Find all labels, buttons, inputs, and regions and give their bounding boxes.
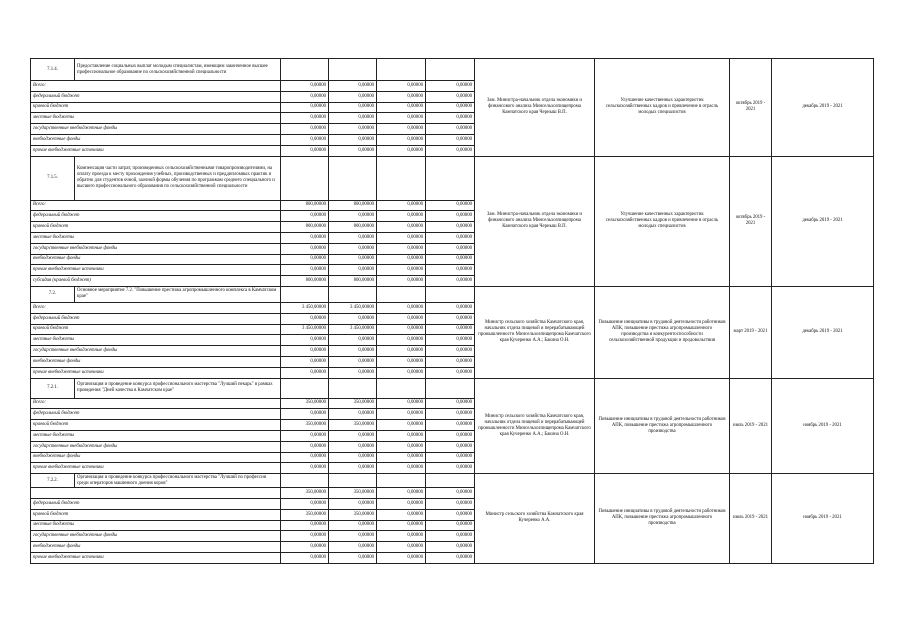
funding-amount: 0,00000 — [426, 81, 475, 92]
funding-amount: 0,00000 — [377, 398, 426, 409]
funding-amount: 0,00000 — [281, 102, 329, 113]
empty-cell — [329, 378, 377, 398]
funding-amount: 0,00000 — [377, 276, 426, 287]
responsible-executor: Министр сельского хозяйства Камчатского края, начальник отдела пищевой и перерабатывающей промышленности Минсельхозпищепрома Камчатского края Кучеренко А.А.; Бакина О.Н. — [475, 286, 595, 378]
funding-amount: 0,00000 — [377, 102, 426, 113]
activity-title-row — [31, 378, 874, 398]
start-date: июль 2019 - 2021 — [730, 378, 772, 474]
expected-result: Повышение инициативы в трудовой деятельности работников АПК, повышение престижа агропромышленного производства — [595, 474, 730, 564]
funding-source-label: местные бюджеты — [31, 520, 281, 531]
funding-source-label: внебюджетные фонды — [31, 134, 281, 145]
funding-amount: 0,00000 — [329, 134, 377, 145]
activity-title: Организация и проведение конкурса профессионального мастерства "Лучший по профессии среди операторов машинного доения коров" — [75, 474, 281, 488]
funding-amount: 350,00000 — [281, 398, 329, 409]
funding-amount: 0,00000 — [281, 335, 329, 346]
responsible-executor: Зам. Министра-начальник отдела экономики и финансового анализа Минсельхозпищепрома Камчатского края Черныш В.П. — [475, 156, 595, 286]
program-activities-table — [30, 58, 874, 564]
funding-amount: 800,00000 — [329, 222, 377, 233]
funding-amount: 0,00000 — [329, 498, 377, 509]
start-date: октябрь 2019 - 2021 — [730, 156, 772, 286]
funding-amount: 0,00000 — [377, 463, 426, 474]
funding-amount: 0,00000 — [377, 420, 426, 431]
funding-amount: 0,00000 — [426, 452, 475, 463]
funding-source-label: краевой бюджет — [31, 420, 281, 431]
expected-result: Повышение инициативы в трудовой деятельности работников АПК, повышение престижа агропромышленного производства — [595, 378, 730, 474]
funding-source-label — [31, 488, 281, 499]
funding-amount: 0,00000 — [377, 520, 426, 531]
funding-amount: 350,00000 — [281, 509, 329, 520]
funding-amount: 0,00000 — [281, 367, 329, 378]
end-date: ноябрь 2019 - 2021 — [772, 474, 874, 564]
funding-amount: 0,00000 — [329, 145, 377, 156]
activity-code: 7.2.2. — [31, 474, 75, 488]
funding-amount: 0,00000 — [281, 441, 329, 452]
activity-title: Предоставление социальных выплат молодым специалистам, имеющим законченное высшее профессиональное образование по сельскохозяйственной специальности — [75, 59, 281, 81]
funding-source-label: прочие внебюджетные источники — [31, 265, 281, 276]
funding-source-label: прочие внебюджетные источники — [31, 367, 281, 378]
funding-amount: 0,00000 — [377, 222, 426, 233]
funding-source-label: государственные внебюджетные фонды — [31, 346, 281, 357]
funding-amount: 350,00000 — [329, 509, 377, 520]
funding-amount: 0,00000 — [377, 232, 426, 243]
funding-amount: 0,00000 — [377, 211, 426, 222]
funding-amount: 0,00000 — [426, 265, 475, 276]
funding-amount: 0,00000 — [281, 265, 329, 276]
funding-amount: 800,00000 — [329, 200, 377, 211]
funding-amount: 3 450,00000 — [281, 302, 329, 313]
expected-result: Улучшение качественных характеристик сельскохозяйственных кадров и привлечение в отрасль молодых специалистов — [595, 156, 730, 286]
empty-cell — [426, 59, 475, 81]
funding-amount: 0,00000 — [377, 356, 426, 367]
funding-source-label: прочие внебюджетные источники — [31, 145, 281, 156]
funding-amount: 0,00000 — [426, 420, 475, 431]
activity-title: Основное мероприятие 7.2. "Повышение престижа агропромышленного комплекса в Камчатском крае" — [75, 286, 281, 302]
funding-amount: 0,00000 — [377, 488, 426, 499]
funding-amount: 0,00000 — [329, 441, 377, 452]
funding-amount: 0,00000 — [426, 509, 475, 520]
funding-amount: 0,00000 — [329, 430, 377, 441]
start-date: июль 2019 - 2021 — [730, 474, 772, 564]
funding-amount: 0,00000 — [377, 367, 426, 378]
funding-source-label: государственные внебюджетные фонды — [31, 531, 281, 542]
funding-amount: 0,00000 — [426, 542, 475, 553]
empty-cell — [426, 156, 475, 200]
funding-source-label: Всего: — [31, 81, 281, 92]
funding-source-label: федеральный бюджет — [31, 211, 281, 222]
empty-cell — [329, 156, 377, 200]
funding-amount: 0,00000 — [281, 124, 329, 135]
funding-amount: 0,00000 — [426, 367, 475, 378]
activity-code: 7.1.5. — [31, 156, 75, 200]
funding-source-label: местные бюджеты — [31, 113, 281, 124]
funding-amount: 0,00000 — [426, 488, 475, 499]
funding-amount: 0,00000 — [426, 91, 475, 102]
funding-amount: 0,00000 — [329, 102, 377, 113]
empty-cell — [329, 59, 377, 81]
funding-amount: 0,00000 — [426, 200, 475, 211]
funding-amount: 0,00000 — [329, 91, 377, 102]
funding-amount: 0,00000 — [377, 441, 426, 452]
funding-source-label: Всего: — [31, 200, 281, 211]
empty-cell — [426, 286, 475, 302]
start-date: октябрь 2019 - 2021 — [730, 59, 772, 157]
funding-amount: 0,00000 — [426, 211, 475, 222]
funding-amount: 0,00000 — [377, 265, 426, 276]
funding-amount: 0,00000 — [426, 463, 475, 474]
funding-amount: 0,00000 — [426, 254, 475, 265]
funding-amount: 0,00000 — [426, 398, 475, 409]
empty-cell — [377, 59, 426, 81]
funding-source-label: прочие внебюджетные источники — [31, 463, 281, 474]
funding-amount: 350,00000 — [329, 420, 377, 431]
funding-source-label: внебюджетные фонды — [31, 356, 281, 367]
funding-amount: 0,00000 — [377, 542, 426, 553]
empty-cell — [377, 378, 426, 398]
empty-cell — [377, 286, 426, 302]
empty-cell — [329, 474, 377, 488]
funding-amount: 3 450,00000 — [329, 324, 377, 335]
activity-code: 7.2.1. — [31, 378, 75, 398]
funding-amount: 0,00000 — [329, 452, 377, 463]
activity-title-row — [31, 286, 874, 302]
funding-amount: 0,00000 — [377, 313, 426, 324]
funding-source-label: государственные внебюджетные фонды — [31, 441, 281, 452]
funding-source-label: внебюджетные фонды — [31, 254, 281, 265]
empty-cell — [281, 59, 329, 81]
funding-amount: 0,00000 — [377, 509, 426, 520]
funding-amount: 800,00000 — [281, 222, 329, 233]
funding-source-label: субсидия (краевой бюджет) — [31, 276, 281, 287]
funding-amount: 0,00000 — [377, 346, 426, 357]
funding-amount: 0,00000 — [377, 552, 426, 563]
empty-cell — [281, 474, 329, 488]
empty-cell — [377, 156, 426, 200]
funding-amount: 0,00000 — [329, 124, 377, 135]
funding-source-label: краевой бюджет — [31, 509, 281, 520]
funding-amount: 0,00000 — [426, 102, 475, 113]
funding-source-label: краевой бюджет — [31, 324, 281, 335]
funding-amount: 0,00000 — [281, 232, 329, 243]
funding-source-label: федеральный бюджет — [31, 409, 281, 420]
funding-source-label: краевой бюджет — [31, 222, 281, 233]
funding-amount: 0,00000 — [329, 254, 377, 265]
funding-amount: 0,00000 — [426, 552, 475, 563]
activity-title-row — [31, 156, 874, 200]
funding-amount: 0,00000 — [281, 91, 329, 102]
funding-amount: 0,00000 — [329, 356, 377, 367]
funding-amount: 0,00000 — [426, 324, 475, 335]
funding-amount: 0,00000 — [377, 243, 426, 254]
funding-amount: 0,00000 — [377, 200, 426, 211]
empty-cell — [281, 378, 329, 398]
responsible-executor: Министр сельского хозяйства Камчатского края, начальник отдела пищевой и перерабатывающей промышленности Минсельхозпищепрома Камчатского края Кучеренко А.А.; Бакина О.Н. — [475, 378, 595, 474]
empty-cell — [426, 378, 475, 398]
end-date: декабрь 2019 - 2021 — [772, 59, 874, 157]
funding-source-label: краевой бюджет — [31, 102, 281, 113]
funding-amount: 350,00000 — [281, 488, 329, 499]
funding-amount: 0,00000 — [377, 145, 426, 156]
funding-amount: 0,00000 — [377, 113, 426, 124]
funding-source-label: федеральный бюджет — [31, 91, 281, 102]
funding-amount: 0,00000 — [329, 113, 377, 124]
funding-amount: 800,00000 — [281, 276, 329, 287]
empty-cell — [426, 474, 475, 488]
responsible-executor: Зам. Министра-начальник отдела экономики и финансового анализа Минсельхозпищепрома Камчатского края Черныш В.П. — [475, 59, 595, 157]
funding-source-label: внебюджетные фонды — [31, 452, 281, 463]
funding-amount: 0,00000 — [426, 335, 475, 346]
funding-source-label: внебюджетные фонды — [31, 542, 281, 553]
funding-amount: 0,00000 — [426, 441, 475, 452]
funding-amount: 0,00000 — [377, 498, 426, 509]
funding-amount: 0,00000 — [377, 452, 426, 463]
funding-amount: 0,00000 — [281, 520, 329, 531]
funding-amount: 0,00000 — [281, 463, 329, 474]
funding-amount: 0,00000 — [281, 145, 329, 156]
funding-amount: 3 450,00000 — [329, 302, 377, 313]
expected-result: Повышение инициативы в трудовой деятельности работников АПК, повышение престижа агропромышленного производства и конкурентоспособности сельскохозяйственной продукции и продовольствия — [595, 286, 730, 378]
funding-amount: 0,00000 — [426, 302, 475, 313]
funding-source-label: местные бюджеты — [31, 335, 281, 346]
funding-amount: 0,00000 — [329, 463, 377, 474]
empty-cell — [281, 156, 329, 200]
funding-amount: 0,00000 — [281, 409, 329, 420]
funding-source-label: Всего: — [31, 302, 281, 313]
funding-amount: 0,00000 — [329, 346, 377, 357]
funding-source-label: Всего: — [31, 398, 281, 409]
funding-amount: 0,00000 — [329, 409, 377, 420]
funding-amount: 0,00000 — [426, 356, 475, 367]
funding-amount: 0,00000 — [281, 254, 329, 265]
start-date: март 2019 - 2021 — [730, 286, 772, 378]
funding-amount: 0,00000 — [377, 134, 426, 145]
activity-title-row — [31, 59, 874, 81]
funding-amount: 0,00000 — [281, 243, 329, 254]
funding-amount: 0,00000 — [377, 430, 426, 441]
funding-amount: 800,00000 — [281, 200, 329, 211]
funding-amount: 0,00000 — [426, 243, 475, 254]
funding-amount: 0,00000 — [329, 552, 377, 563]
funding-amount: 0,00000 — [281, 113, 329, 124]
funding-amount: 350,00000 — [329, 398, 377, 409]
funding-amount: 0,00000 — [329, 265, 377, 276]
funding-amount: 0,00000 — [426, 430, 475, 441]
activity-code: 7.1.4. — [31, 59, 75, 81]
funding-source-label: федеральный бюджет — [31, 498, 281, 509]
activity-title: Организация и проведение конкурса профессионального мастерства "Лучший пекарь" в рамках проведения "Дней качества в Камчатском крае" — [75, 378, 281, 398]
funding-amount: 0,00000 — [281, 452, 329, 463]
funding-amount: 350,00000 — [329, 488, 377, 499]
funding-amount: 0,00000 — [426, 124, 475, 135]
funding-amount: 0,00000 — [426, 232, 475, 243]
funding-amount: 0,00000 — [377, 409, 426, 420]
funding-amount: 0,00000 — [329, 367, 377, 378]
funding-amount: 0,00000 — [377, 531, 426, 542]
funding-amount: 350,00000 — [281, 420, 329, 431]
funding-amount: 0,00000 — [281, 498, 329, 509]
empty-cell — [329, 286, 377, 302]
end-date: декабрь 2019 - 2021 — [772, 286, 874, 378]
funding-amount: 0,00000 — [281, 552, 329, 563]
activity-title: Компенсация части затрат, произведенных сельскохозяйственными товаропроизводителями, на оплату проезда к месту прохождения учебных, производственных и преддипломных практик и обратно для студентов очной, заочной формы обучения по программам среднего специального и высшего профессионального образования по сельскохозяйственной специальности — [75, 156, 281, 200]
funding-amount: 0,00000 — [281, 430, 329, 441]
funding-amount: 0,00000 — [377, 254, 426, 265]
funding-amount: 0,00000 — [329, 81, 377, 92]
expected-result: Улучшение качественных характеристик сельскохозяйственных кадров и привлечение в отрасль молодых специалистов — [595, 59, 730, 157]
funding-amount: 0,00000 — [281, 211, 329, 222]
funding-amount: 3 450,00000 — [281, 324, 329, 335]
funding-amount: 0,00000 — [329, 520, 377, 531]
funding-amount: 0,00000 — [329, 232, 377, 243]
funding-amount: 0,00000 — [281, 356, 329, 367]
funding-amount: 0,00000 — [377, 81, 426, 92]
funding-amount: 0,00000 — [426, 276, 475, 287]
activity-title-row — [31, 474, 874, 488]
funding-amount: 0,00000 — [426, 145, 475, 156]
funding-amount: 0,00000 — [426, 520, 475, 531]
funding-amount: 0,00000 — [281, 313, 329, 324]
funding-source-label: прочие внебюджетные источники — [31, 552, 281, 563]
funding-amount: 0,00000 — [426, 222, 475, 233]
funding-amount: 0,00000 — [426, 134, 475, 145]
funding-source-label: местные бюджеты — [31, 430, 281, 441]
end-date: декабрь 2019 - 2021 — [772, 156, 874, 286]
funding-amount: 0,00000 — [426, 313, 475, 324]
funding-amount: 0,00000 — [377, 91, 426, 102]
funding-amount: 0,00000 — [329, 531, 377, 542]
funding-amount: 0,00000 — [329, 542, 377, 553]
activity-code: 7.2. — [31, 286, 75, 302]
funding-amount: 0,00000 — [426, 531, 475, 542]
funding-amount: 800,00000 — [329, 276, 377, 287]
funding-amount: 0,00000 — [377, 302, 426, 313]
empty-cell — [377, 474, 426, 488]
empty-cell — [281, 286, 329, 302]
end-date: ноябрь 2019 - 2021 — [772, 378, 874, 474]
funding-source-label: местные бюджеты — [31, 232, 281, 243]
funding-amount: 0,00000 — [281, 81, 329, 92]
funding-source-label: государственные внебюджетные фонды — [31, 124, 281, 135]
funding-amount: 0,00000 — [329, 313, 377, 324]
funding-amount: 0,00000 — [281, 346, 329, 357]
funding-amount: 0,00000 — [426, 346, 475, 357]
funding-amount: 0,00000 — [426, 113, 475, 124]
funding-amount: 0,00000 — [426, 409, 475, 420]
funding-amount: 0,00000 — [329, 243, 377, 254]
funding-amount: 0,00000 — [281, 134, 329, 145]
funding-amount: 0,00000 — [281, 531, 329, 542]
funding-source-label: государственные внебюджетные фонды — [31, 243, 281, 254]
funding-amount: 0,00000 — [377, 124, 426, 135]
funding-amount: 0,00000 — [377, 335, 426, 346]
funding-source-label: федеральный бюджет — [31, 313, 281, 324]
funding-amount: 0,00000 — [329, 335, 377, 346]
funding-amount: 0,00000 — [329, 211, 377, 222]
funding-amount: 0,00000 — [377, 324, 426, 335]
responsible-executor: Министр сельского хозяйства Камчатского края Кучеренко А.А. — [475, 474, 595, 564]
funding-amount: 0,00000 — [426, 498, 475, 509]
funding-amount: 0,00000 — [281, 542, 329, 553]
